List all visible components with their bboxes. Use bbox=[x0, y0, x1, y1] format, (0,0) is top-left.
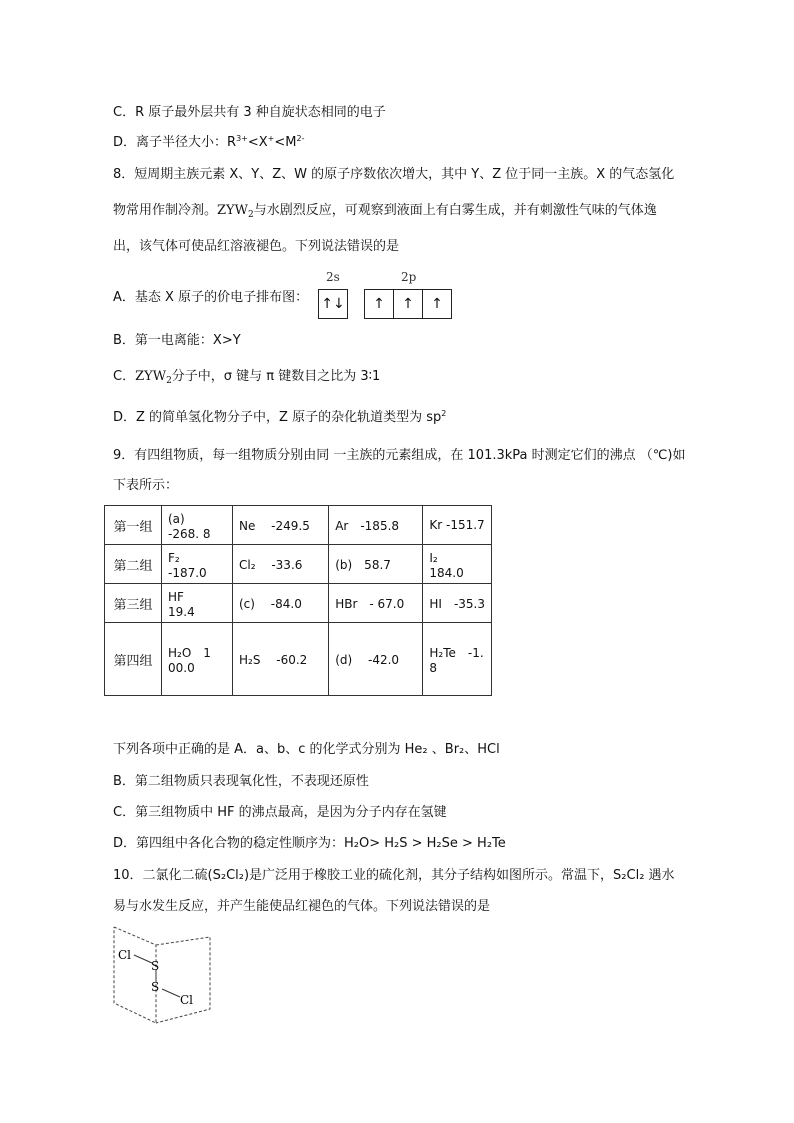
table-group-label: 第三组 bbox=[105, 584, 162, 623]
q8-stem-line2-b: 与水剧烈反应，可观察到液面上有白雾生成，并有刺激性气味的气体逸 bbox=[253, 203, 657, 218]
boiling-point-table bbox=[104, 505, 492, 696]
q10-stem-line2: 易与水发生反应，并产生能使品红褪色的气体。下列说法错误的是 bbox=[113, 899, 491, 914]
table-cell: (a) -268. 8 bbox=[162, 506, 233, 545]
orbital-2p-box bbox=[364, 289, 452, 319]
orbital-2p-label: 2p bbox=[401, 270, 417, 284]
orbital-2s-box bbox=[318, 289, 348, 319]
q9-option-d: D．第四组中各化合物的稳定性顺序为：H₂O> H₂S > H₂Se > H₂Te bbox=[113, 836, 506, 851]
q8-formula: ZYW bbox=[217, 203, 248, 218]
table-cell: (c) -84.0 bbox=[233, 584, 329, 623]
table-cell: HI -35.3 bbox=[423, 584, 492, 623]
ion-m: M bbox=[285, 135, 297, 150]
orbital-2p-cell-3: ↑ bbox=[422, 290, 451, 318]
q8-option-c-prefix: C． bbox=[113, 369, 136, 384]
plane-right bbox=[156, 937, 210, 1023]
q9-option-a: 下列各项中正确的是 A．a、b、c 的化学式分别为 He₂ 、Br₂、HCl bbox=[113, 742, 500, 757]
q8-option-c bbox=[113, 369, 380, 385]
atom-cl-bottom: Cl bbox=[180, 993, 194, 1007]
q9-stem-line1: 9．有四组物质，每一组物质分别由同 一主族的元素组成，在 101.3kPa 时测定它们的沸点 （℃)如 bbox=[113, 448, 686, 463]
q8-stem-line2 bbox=[113, 203, 657, 219]
table-cell: H₂O 1 00.0 bbox=[162, 623, 233, 696]
atom-cl-top: Cl bbox=[118, 948, 132, 962]
table-row bbox=[105, 506, 492, 545]
s2cl2-structure-diagram bbox=[110, 925, 216, 1025]
q8-option-a: A．基态 X 原子的价电子排布图： bbox=[113, 290, 309, 305]
q8-option-c-rest: 分子中，σ 键与 π 键数目之比为 3∶1 bbox=[171, 369, 381, 384]
q8-stem-line2-a: 物常用作制冷剂。 bbox=[113, 203, 218, 218]
ion-x: X bbox=[258, 135, 268, 150]
table-row bbox=[105, 584, 492, 623]
table-row bbox=[105, 545, 492, 584]
atom-s-bottom: S bbox=[151, 980, 160, 994]
table-group-label: 第二组 bbox=[105, 545, 162, 584]
table-cell: Kr -151.7 bbox=[423, 506, 492, 545]
orbital-2s-label: 2s bbox=[326, 270, 340, 284]
ion-r-charge: 3+ bbox=[236, 134, 248, 143]
orbital-2p-cell-1: ↑ bbox=[373, 296, 385, 312]
table-group-label: 第一组 bbox=[105, 506, 162, 545]
table-group-label: 第四组 bbox=[105, 623, 162, 696]
table-cell: (d) -42.0 bbox=[329, 623, 423, 696]
q8-option-d-sup: 2 bbox=[441, 409, 447, 418]
q7-option-d bbox=[113, 135, 304, 151]
table-row bbox=[105, 623, 492, 696]
table-cell: Cl₂ -33.6 bbox=[233, 545, 329, 584]
q9-stem-line2: 下表所示： bbox=[113, 478, 179, 493]
q7-option-c: C．R 原子最外层共有 3 种自旋状态相同的电子 bbox=[113, 105, 386, 120]
ion-x-charge: + bbox=[267, 134, 275, 143]
table-cell: HBr - 67.0 bbox=[329, 584, 423, 623]
less-than-2: < bbox=[274, 135, 286, 150]
ion-r: R bbox=[227, 135, 237, 150]
q8-stem-line3: 出，该气体可使品红溶液褪色。下列说法错误的是 bbox=[113, 239, 400, 254]
table-cell: F₂ -187.0 bbox=[162, 545, 233, 584]
q7-option-d-prefix: D．离子半径大小： bbox=[113, 135, 228, 150]
q9-option-c: C．第三组物质中 HF 的沸点最高，是因为分子内存在氢键 bbox=[113, 805, 447, 820]
table-cell: HF 19.4 bbox=[162, 584, 233, 623]
less-than-1: < bbox=[247, 135, 259, 150]
q8-option-c-formula: ZYW bbox=[135, 369, 167, 384]
plane-left bbox=[114, 927, 156, 1023]
table-cell: H₂S -60.2 bbox=[233, 623, 329, 696]
orbital-2s-cell: ↑↓ bbox=[321, 296, 345, 312]
table-cell: Ne -249.5 bbox=[233, 506, 329, 545]
q8-option-d-text: D．Z 的简单氢化物分子中，Z 原子的杂化轨道类型为 sp bbox=[113, 410, 442, 425]
orbital-2p-cell-2: ↑ bbox=[393, 290, 422, 318]
table-cell: Ar -185.8 bbox=[329, 506, 423, 545]
q8-stem-line1: 8．短周期主族元素 X、Y、Z、W 的原子序数依次增大，其中 Y、Z 位于同一主族。X 的气态氢化 bbox=[113, 167, 675, 182]
q10-stem-line1: 10．二氯化二硫(S₂Cl₂)是广泛用于橡胶工业的硫化剂，其分子结构如图所示。常温下，S₂Cl₂ 遇水 bbox=[113, 868, 675, 883]
q8-option-b: B．第一电离能：X>Y bbox=[113, 333, 241, 348]
table-cell: H₂Te -1. 8 bbox=[423, 623, 492, 696]
table-cell: I₂ 184.0 bbox=[423, 545, 492, 584]
table-cell: (b) 58.7 bbox=[329, 545, 423, 584]
atom-s-top: S bbox=[151, 959, 160, 973]
q8-option-c-formula-sub: 2 bbox=[166, 376, 172, 386]
q8-option-d bbox=[113, 410, 446, 426]
q9-option-b: B．第二组物质只表现氧化性，不表现还原性 bbox=[113, 774, 369, 789]
q8-formula-sub: 2 bbox=[248, 210, 254, 220]
ion-m-charge: 2- bbox=[296, 134, 305, 143]
